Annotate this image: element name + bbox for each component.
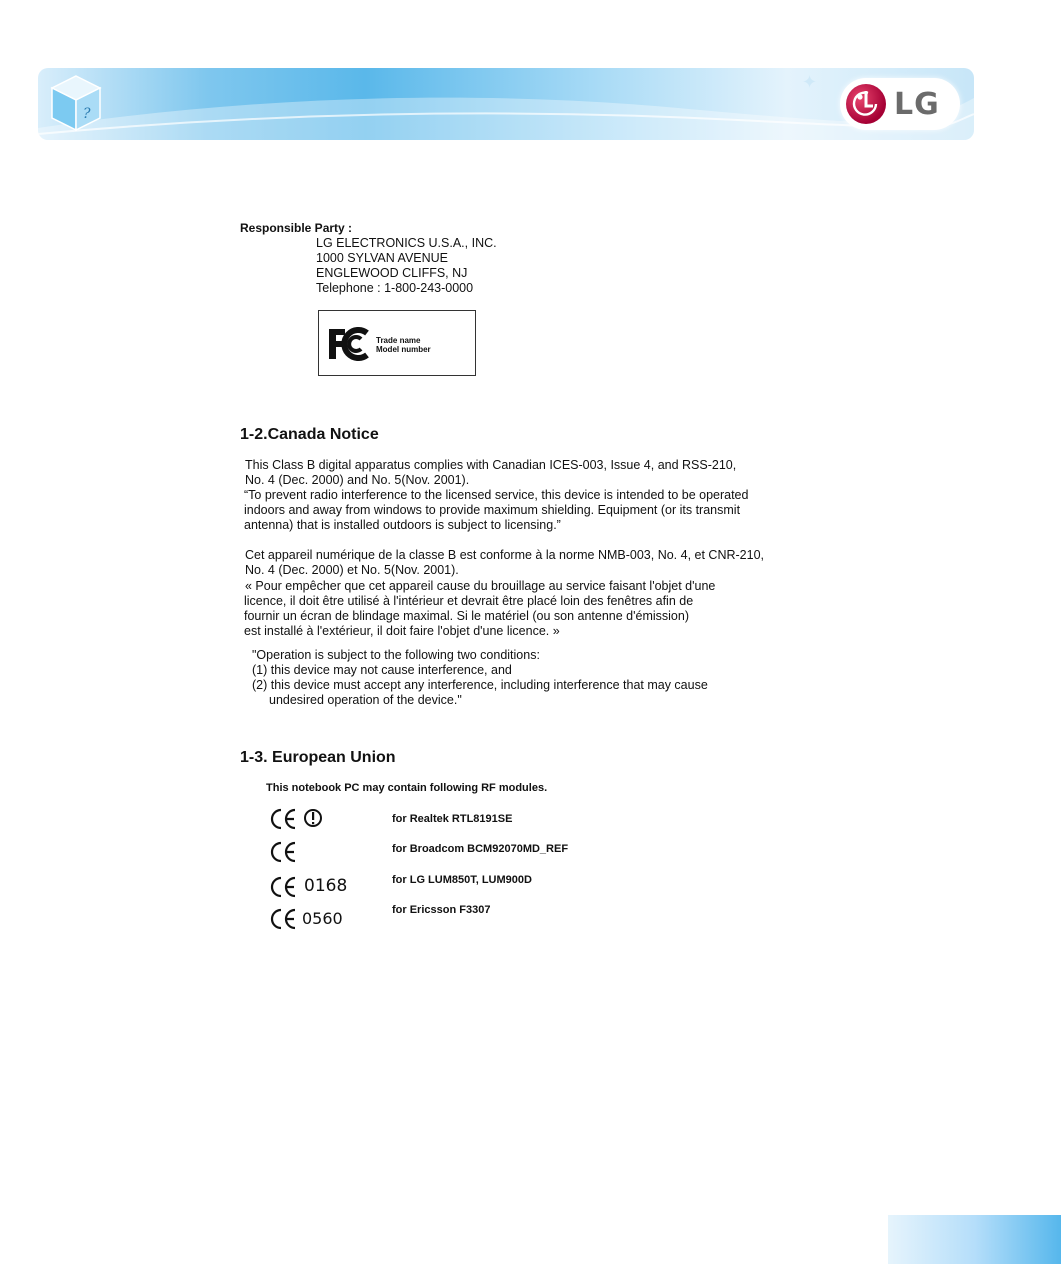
canada-condition-line: undesired operation of the device."	[269, 693, 462, 707]
ce-mark-icon	[270, 875, 300, 899]
ce-notified-body-number: 0560	[302, 909, 343, 928]
canada-french-line: fournir un écran de blindage maximal. Si le matériel (ou son antenne d'émission)	[244, 609, 689, 623]
question-cube-icon[interactable]	[50, 74, 102, 132]
responsible-party-line: Telephone : 1-800-243-0000	[316, 281, 474, 295]
page-corner-tab	[888, 1215, 1061, 1264]
lg-logo	[840, 78, 960, 130]
lg-logo-text: LG	[894, 86, 940, 122]
lg-face-icon	[846, 84, 886, 124]
eu-module-label: for Ericsson F3307	[392, 904, 491, 916]
canada-english-line: “To prevent radio interference to the licensed service, this device is intended to be operated	[244, 488, 749, 502]
responsible-party-line: 1000 SYLVAN AVENUE	[316, 251, 449, 265]
eu-module-label: for Realtek RTL8191SE	[392, 813, 513, 825]
svg-text:?: ?	[83, 106, 91, 122]
canada-condition-line: "Operation is subject to the following two conditions:	[252, 648, 540, 662]
canada-french-line: licence, il doit être utilisé à l'intérieur et devrait être placé loin des fenêtres afin de	[244, 594, 694, 608]
canada-french-line: Cet appareil numérique de la classe B est conforme à la norme NMB-003, No. 4, et CNR-210,	[245, 548, 764, 562]
canada-condition-line: (1) this device may not cause interference, and	[252, 663, 512, 677]
ce-alert-mark-icon	[270, 807, 330, 831]
fcc-trade-name: Trade name	[376, 336, 421, 345]
canada-french-line: « Pour empêcher que cet appareil cause du brouillage au service faisant l'objet d'une	[245, 579, 716, 593]
canada-french-line: est installé à l'extérieur, il doit faire l'objet d'une licence. »	[244, 624, 560, 638]
fcc-logo-icon	[327, 327, 373, 361]
canada-french-line: No. 4 (Dec. 2000) et No. 5(Nov. 2001).	[245, 563, 459, 577]
sparkle-icon: ✦	[802, 72, 818, 92]
canada-condition-line: (2) this device must accept any interference, including interference that may cause	[252, 678, 708, 692]
eu-module-label: for Broadcom BCM92070MD_REF	[392, 843, 569, 855]
responsible-party-line: LG ELECTRONICS U.S.A., INC.	[316, 236, 497, 250]
eu-heading: 1-3. European Union	[240, 749, 396, 766]
header-banner	[38, 68, 974, 140]
canada-notice-heading: 1-2.Canada Notice	[240, 426, 379, 443]
ce-notified-body-number: 0168	[304, 876, 348, 896]
canada-english-line: indoors and away from windows to provide maximum shielding. Equipment (or its transmit	[244, 503, 741, 517]
canada-english-line: This Class B digital apparatus complies with Canadian ICES-003, Issue 4, and RSS-210,	[245, 458, 737, 472]
fcc-label-box	[318, 310, 476, 376]
responsible-party-label: Responsible Party :	[240, 221, 353, 235]
ce-mark-icon	[270, 840, 300, 864]
ce-mark-icon	[270, 907, 300, 931]
canada-english-line: antenna) that is installed outdoors is subject to licensing.”	[244, 518, 561, 532]
canada-english-line: No. 4 (Dec. 2000) and No. 5(Nov. 2001).	[245, 473, 470, 487]
fcc-model-number: Model number	[376, 345, 431, 354]
eu-module-label: for LG LUM850T, LUM900D	[392, 874, 532, 886]
eu-intro: This notebook PC may contain following RF modules.	[266, 782, 548, 794]
responsible-party-line: ENGLEWOOD CLIFFS, NJ	[316, 266, 468, 280]
